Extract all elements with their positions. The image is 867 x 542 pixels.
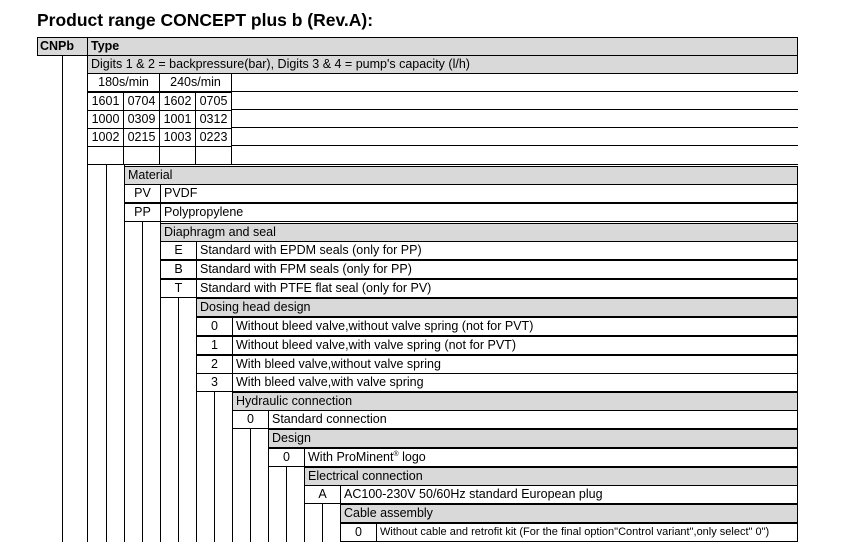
code-header-cell: CNPb — [37, 37, 88, 56]
diaphragm-code: B — [160, 260, 197, 279]
design-header: Design — [268, 429, 798, 448]
type-cell-empty — [159, 146, 196, 165]
type-cell: 1602 — [159, 92, 196, 111]
cable-code: 0 — [340, 523, 377, 542]
type-cell-empty — [195, 146, 232, 165]
dosing-head-label: Without bleed valve,with valve spring (not for PVT) — [232, 336, 798, 355]
dosing-head-label: With bleed valve,without valve spring — [232, 355, 798, 374]
dosing-head-label: With bleed valve,with valve spring — [232, 373, 798, 392]
dosing-head-header: Dosing head design — [196, 298, 798, 317]
hydraulic-label: Standard connection — [268, 410, 798, 429]
cable-header: Cable assembly — [340, 504, 798, 523]
type-cell: 0705 — [195, 92, 232, 111]
type-cell: 1601 — [87, 92, 124, 111]
type-header-cell: Type — [87, 37, 798, 56]
dosing-head-code: 3 — [196, 373, 233, 392]
dosing-head-label: Without bleed valve,without valve spring (not for PVT) — [232, 317, 798, 336]
registered-mark: ® — [393, 450, 399, 458]
electrical-label: AC100-230V 50/60Hz standard European plug — [340, 485, 798, 504]
page-title: Product range CONCEPT plus b (Rev.A): — [37, 10, 374, 30]
diaphragm-code: E — [160, 241, 197, 260]
cable-label: Without cable and retrofit kit (For the final option"Control variant",only select" 0") — [376, 523, 798, 542]
material-header: Material — [124, 166, 798, 185]
hydraulic-code: 0 — [232, 410, 269, 429]
type-cell: 1003 — [159, 128, 196, 147]
dosing-head-code: 0 — [196, 317, 233, 336]
design-code: 0 — [268, 448, 305, 467]
electrical-header: Electrical connection — [304, 467, 798, 486]
design-label — [304, 448, 798, 467]
type-cell: 1000 — [87, 110, 124, 129]
dosing-head-code: 2 — [196, 355, 233, 374]
type-cell: 1002 — [87, 128, 124, 147]
col-180-header: 180s/min — [87, 73, 160, 92]
diaphragm-label: Standard with FPM seals (only for PP) — [196, 260, 798, 279]
material-code: PP — [124, 203, 161, 222]
hydraulic-header: Hydraulic connection — [232, 392, 798, 411]
diaphragm-label: Standard with PTFE flat seal (only for PV) — [196, 279, 798, 298]
type-cell: 0312 — [195, 110, 232, 129]
design-label-suffix: logo — [398, 450, 426, 464]
diaphragm-code: T — [160, 279, 197, 298]
type-cell: 0215 — [123, 128, 160, 147]
type-cell: 0223 — [195, 128, 232, 147]
col-240-header: 240s/min — [159, 73, 232, 92]
type-cell: 0309 — [123, 110, 160, 129]
dosing-head-code: 1 — [196, 336, 233, 355]
material-code: PV — [124, 184, 161, 203]
design-label-text: With ProMinent — [308, 450, 394, 464]
diaphragm-label: Standard with EPDM seals (only for PP) — [196, 241, 798, 260]
diaphragm-header: Diaphragm and seal — [160, 223, 798, 242]
electrical-code: A — [304, 485, 341, 504]
type-cell: 1001 — [159, 110, 196, 129]
material-label: Polypropylene — [160, 203, 798, 222]
material-label: PVDF — [160, 184, 798, 203]
type-cell: 0704 — [123, 92, 160, 111]
type-cell-empty — [123, 146, 160, 165]
type-cell-empty — [87, 146, 124, 165]
digits-note: Digits 1 & 2 = backpressure(bar), Digits 3 & 4 = pump's capacity (l/h) — [87, 55, 798, 74]
